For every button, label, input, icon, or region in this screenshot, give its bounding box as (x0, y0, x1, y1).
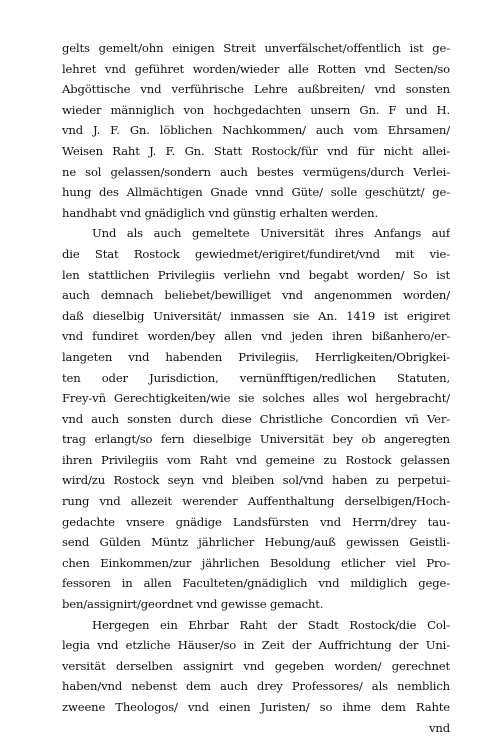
text-line: ne sol gelassen/sondern auch bestes vermügens/durch Verlei- (62, 164, 450, 179)
text-line: hung des Allmächtigen Gnade vnnd Güte/ solle geschützt/ ge- (62, 185, 450, 200)
text-line: trag erlangt/so fern dieselbige Universität bey ob angeregten (62, 432, 450, 447)
text-line: wird/zu Rostock seyn vnd bleiben sol/vnd haben zu perpetui- (62, 473, 450, 488)
text-line: ihren Privilegiis vom Raht vnd gemeine zu Rostock gelassen (62, 452, 450, 467)
text-line: len stattlichen Privilegiis verliehn vnd begabt worden/ So ist (62, 267, 450, 282)
text-line: daß dieselbig Universität/ inmassen sie An. 1419 ist erigiret (62, 308, 450, 323)
text-line: Weisen Raht J. F. Gn. Statt Rostock/für vnd für nicht allei- (62, 143, 450, 158)
text-line: vnd fundiret worden/bey allen vnd jeden ihren bißanhero/er- (62, 329, 450, 344)
text-line: send Gülden Müntz jährlicher Hebung/auß gewissen Geistli- (62, 535, 450, 550)
text-line: gedachte vnsere gnädige Landsfürsten vnd Herrn/drey tau- (62, 514, 450, 529)
text-line: langeten vnd habenden Privilegiis, Herrligkeiten/Obrigkei- (62, 349, 450, 364)
text-line: ben/assignirt/geordnet vnd gewisse gemacht. (62, 597, 324, 612)
text-line: versität derselben assignirt vnd gegeben worden/ gerechnet (62, 658, 450, 673)
text-block (62, 38, 450, 738)
text-line: legia vnd etzliche Häuser/so in Zeit der Auffrichtung der Uni- (62, 638, 450, 653)
text-line: auch demnach beliebet/bewilliget vnd angenommen worden/ (62, 288, 450, 303)
text-line: vnd auch sonsten durch diese Christliche Concordien vñ Ver- (62, 411, 450, 426)
text-line: vnd J. F. Gn. löblichen Nachkommen/ auch vom Ehrsamen/ (62, 123, 450, 138)
text-line: rung vnd allezeit werender Auffenthaltung derselbigen/Hoch- (62, 494, 450, 509)
text-line: Hergegen ein Ehrbar Raht der Stadt Rostock/die Col- (92, 617, 450, 632)
catchword: vnd (429, 720, 450, 735)
text-line: Abgöttische vnd verführische Lehre außbreiten/ vnd sonsten (62, 82, 450, 97)
text-line: Und als auch gemeltete Universität ihres Anfangs auf (92, 226, 450, 241)
text-line: die Stat Rostock gewiedmet/erigiret/fundiret/vnd mit vie- (62, 246, 450, 261)
text-line: gelts gemelt/ohn einigen Streit unverfälschet/offentlich ist ge- (62, 41, 450, 55)
text-line: lehret vnd geführet worden/wieder alle Rotten vnd Secten/so (62, 61, 450, 76)
text-line: chen Einkommen/zur jährlichen Besoldung etlicher viel Pro- (62, 555, 450, 570)
text-line: zweene Theologos/ vnd einen Juristen/ so ihme dem Rahte (62, 700, 450, 714)
text-line: ten oder Jurisdiction, vernünfftigen/redlichen Statuten, (62, 370, 450, 385)
text-line: fessoren in allen Faculteten/gnädiglich vnd mildiglich gege- (62, 576, 450, 591)
text-line: wieder männiglich von hochgedachten unsern Gn. F und H. (62, 102, 450, 117)
text-line: haben/vnd nebenst dem auch drey Professores/ als nemblich (62, 679, 450, 694)
text-line: Frey-vñ Gerechtigkeiten/wie sie solches alles wol hergebracht/ (62, 391, 450, 406)
text-line: handhabt vnd gnädiglich vnd günstig erhalten werden. (62, 205, 378, 220)
